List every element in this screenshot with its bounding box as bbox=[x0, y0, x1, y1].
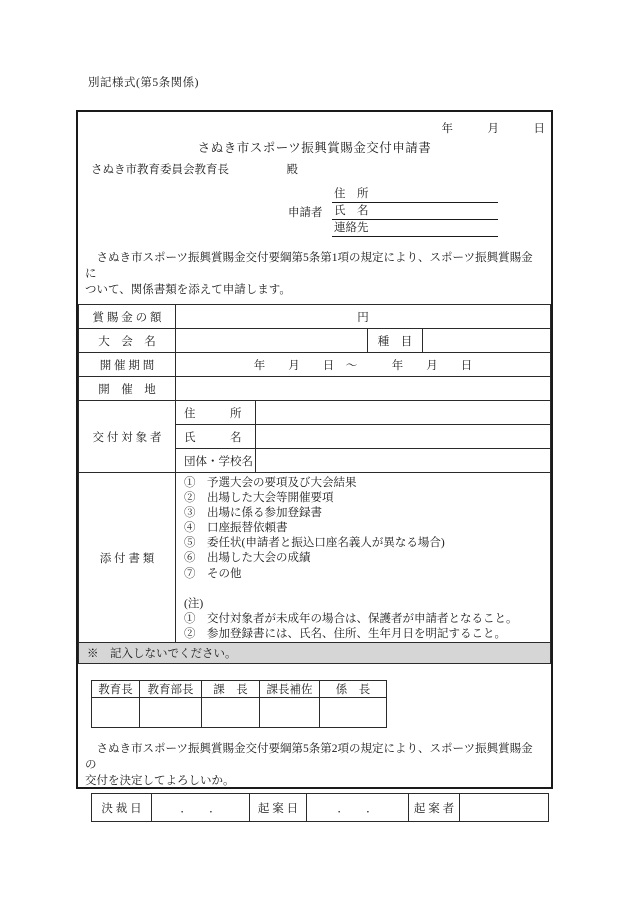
approval-stamp-table bbox=[91, 680, 387, 728]
form-title: さぬき市スポーツ振興賞賜金交付申請書 bbox=[197, 141, 432, 155]
application-detail-table bbox=[78, 304, 551, 664]
category-label: 種 目 bbox=[368, 329, 423, 353]
prize-amount-label: 賞 賜 金 の 額 bbox=[79, 305, 176, 329]
stamp-header-section-chief: 課 長 bbox=[202, 681, 260, 698]
no-entry-band-row bbox=[79, 643, 551, 664]
decision-statement-line2: 交付を決定してよろしいか。 bbox=[85, 775, 235, 788]
application-statement-line1: さぬき市スポーツ振興賞賜金交付要綱第5条第1項の規定により、スポーツ振興賞賜金に bbox=[85, 252, 533, 280]
event-period-input-cell[interactable]: 年 月 日 ～ 年 月 日 bbox=[176, 353, 551, 377]
stamp-header-superintendent: 教育長 bbox=[92, 681, 140, 698]
stamp-cell-section-chief[interactable] bbox=[202, 698, 260, 728]
recipient-address-row bbox=[79, 401, 551, 425]
venue-row bbox=[79, 377, 551, 401]
form-style-note: 別記様式(第5条関係) bbox=[88, 77, 199, 89]
drafter-input-cell[interactable] bbox=[460, 794, 549, 822]
date-line: 年 月 日 bbox=[441, 123, 545, 135]
attachments-row bbox=[79, 473, 551, 643]
drafter-label: 起 案 者 bbox=[409, 794, 460, 822]
draft-date-label: 起 案 日 bbox=[250, 794, 307, 822]
applicant-contact-field[interactable]: 連絡先 bbox=[332, 220, 498, 237]
application-statement-line2: ついて、関係書類を添えて申請します。 bbox=[85, 284, 291, 296]
attachment-item: ⑥ 出場した大会の成績 bbox=[184, 552, 311, 565]
decision-statement-line1: さぬき市スポーツ振興賞賜金交付要綱第5条第2項の規定により、スポーツ振興賞賜金の bbox=[85, 743, 533, 772]
recipient-org-label: 団体・学校名 bbox=[176, 449, 256, 473]
applicant-name-row bbox=[288, 203, 551, 220]
event-name-label: 大 会 名 bbox=[79, 329, 176, 353]
addressee-line: さぬき市教育委員会教育長 殿 bbox=[91, 164, 298, 176]
decision-row bbox=[92, 794, 549, 822]
recipient-label: 交 付 対 象 者 bbox=[79, 401, 176, 473]
attachment-item: ① 予選大会の要項及び大会結果 bbox=[184, 477, 357, 489]
attachment-item: ② 出場した大会等開催要項 bbox=[184, 492, 334, 505]
event-name-row bbox=[79, 329, 551, 353]
stamp-cell-superintendent[interactable] bbox=[92, 698, 140, 728]
applicant-contact-row bbox=[288, 220, 551, 237]
venue-label: 開 催 地 bbox=[79, 377, 176, 401]
stamp-cell-deputy-chief[interactable] bbox=[260, 698, 320, 728]
attachment-note-item: ① 交付対象者が未成年の場合は、保護者が申請者となること。 bbox=[184, 612, 518, 625]
no-entry-note: ※ 記入しないでください。 bbox=[79, 643, 551, 664]
attachment-item: ⑦ その他 bbox=[184, 567, 242, 580]
applicant-block bbox=[288, 186, 551, 237]
applicant-label: 申請者 bbox=[288, 207, 323, 219]
venue-input-cell[interactable] bbox=[176, 377, 551, 401]
event-period-label: 開 催 期 間 bbox=[79, 353, 176, 377]
recipient-address-input-cell[interactable] bbox=[256, 401, 551, 425]
stamp-header-deputy-chief: 課長補佐 bbox=[260, 681, 320, 698]
applicant-address-row bbox=[288, 186, 551, 203]
attachment-note-heading: (注) bbox=[184, 597, 204, 610]
attachment-note-item: ② 参加登録書には、氏名、住所、生年月日を明記すること。 bbox=[184, 627, 506, 640]
stamp-header-row bbox=[92, 681, 387, 698]
attachments-list-cell bbox=[176, 473, 551, 643]
event-period-row bbox=[79, 353, 551, 377]
category-input-cell[interactable] bbox=[423, 329, 551, 353]
stamp-cell-unit-chief[interactable] bbox=[320, 698, 387, 728]
attachment-blank-line bbox=[184, 582, 546, 597]
recipient-org-input-cell[interactable] bbox=[256, 449, 551, 473]
draft-date-input-cell[interactable]: ． ． bbox=[307, 794, 409, 822]
stamp-header-unit-chief: 係 長 bbox=[320, 681, 387, 698]
attachments-label: 添 付 書 類 bbox=[79, 473, 176, 643]
stamp-header-education-director: 教育部長 bbox=[140, 681, 202, 698]
application-statement bbox=[85, 250, 544, 298]
attachment-item: ④ 口座振替依頼書 bbox=[184, 522, 288, 535]
decision-date-input-cell[interactable]: ． ． bbox=[152, 794, 250, 822]
prize-amount-input-cell[interactable]: 円 bbox=[176, 305, 551, 329]
applicant-name-field[interactable]: 氏 名 bbox=[332, 203, 498, 220]
recipient-address-label: 住 所 bbox=[176, 401, 256, 425]
prize-amount-row bbox=[79, 305, 551, 329]
applicant-address-field[interactable]: 住 所 bbox=[332, 186, 498, 203]
recipient-name-label: 氏 名 bbox=[176, 425, 256, 449]
recipient-name-input-cell[interactable] bbox=[256, 425, 551, 449]
attachment-item: ⑤ 委任状(申請者と振込口座名義人が異なる場合) bbox=[184, 537, 445, 550]
application-form-box bbox=[76, 110, 553, 815]
decision-statement bbox=[85, 741, 544, 789]
stamp-body-row bbox=[92, 698, 387, 728]
stamp-cell-education-director[interactable] bbox=[140, 698, 202, 728]
decision-table bbox=[91, 793, 549, 822]
decision-date-label: 決 裁 日 bbox=[92, 794, 152, 822]
attachment-item: ③ 出場に係る参加登録書 bbox=[184, 507, 322, 520]
event-name-input-cell[interactable] bbox=[176, 329, 368, 353]
